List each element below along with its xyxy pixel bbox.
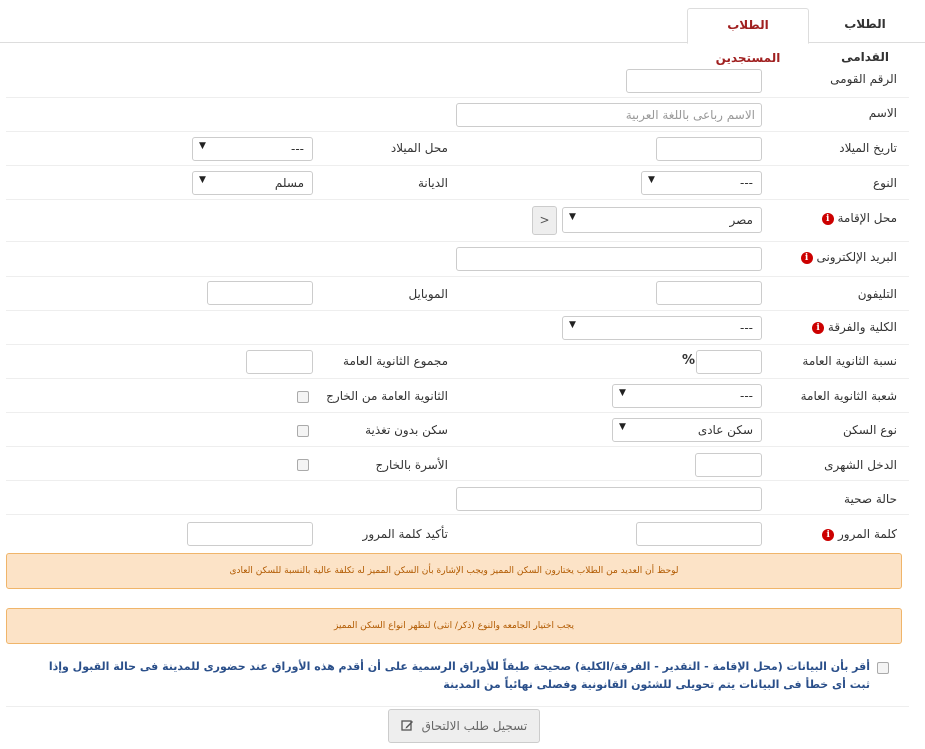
hs-total-input[interactable]	[246, 350, 313, 374]
email-label-group	[801, 250, 897, 264]
info-icon[interactable]: i	[812, 322, 824, 334]
housing-type-label: نوع السكن	[843, 423, 897, 437]
gender-select[interactable]	[641, 171, 762, 195]
row-divider	[6, 199, 909, 200]
premium-housing-alert-text: لوحظ أن العديد من الطلاب يختارون السكن المميز ويجب الإشارة بأن السكن المميز له تكلفة عالية بالنسبة للسكن العادى	[229, 566, 679, 576]
tab-old-students-label: الطلاب القدامى	[841, 17, 889, 64]
caret-down-icon: ▼	[569, 212, 576, 222]
birth-date-input[interactable]	[656, 137, 762, 161]
name-label: الاسم	[868, 106, 897, 120]
premium-housing-alert	[6, 553, 902, 589]
confirm-password-input[interactable]	[187, 522, 313, 546]
health-label: حالة صحية	[844, 492, 897, 506]
hs-abroad-label: الثانوية العامة من الخارج	[326, 389, 448, 403]
row-divider	[6, 706, 909, 707]
hs-branch-select[interactable]	[612, 384, 762, 408]
edit-icon	[401, 719, 414, 732]
hs-branch-value: ---	[740, 389, 753, 403]
birth-place-select[interactable]	[192, 137, 313, 161]
percent-sign: %	[682, 353, 696, 368]
tab-bar	[0, 0, 925, 65]
row-divider	[6, 514, 909, 515]
religion-label: الديانة	[417, 176, 448, 190]
gender-value: ---	[740, 176, 753, 190]
submit-application-label: تسجيل طلب الالتحاق	[421, 719, 528, 733]
caret-down-icon: ▼	[199, 175, 206, 185]
residence-next-button[interactable]: >	[532, 206, 557, 235]
email-label: البريد الإلكترونى	[816, 250, 897, 264]
family-abroad-label: الأسرة بالخارج	[375, 458, 448, 472]
health-input[interactable]	[456, 487, 762, 511]
caret-down-icon: ▼	[619, 388, 626, 398]
family-abroad-checkbox[interactable]	[297, 459, 309, 471]
religion-select[interactable]	[192, 171, 313, 195]
row-divider	[6, 378, 909, 379]
choose-university-alert-text: يجب اختيار الجامعه والنوع (ذكر/ انثى) لتظهر انواع السكن المميز	[333, 621, 575, 631]
password-input[interactable]	[636, 522, 762, 546]
caret-down-icon: ▼	[648, 175, 655, 185]
birth-place-label: محل الميلاد	[390, 141, 448, 155]
tab-old-students[interactable]	[808, 8, 922, 64]
no-food-label: سكن بدون تغذية	[365, 423, 448, 437]
residence-label-group	[822, 211, 897, 225]
info-icon[interactable]: i	[801, 252, 813, 264]
row-divider	[6, 480, 909, 481]
name-input[interactable]: الاسم رباعى باللغة العربية	[456, 103, 762, 127]
tab-new-students[interactable]	[687, 8, 809, 65]
hs-percent-input[interactable]	[696, 350, 762, 374]
password-label: كلمة المرور	[837, 527, 897, 541]
religion-value: مسلم	[274, 176, 304, 190]
no-food-checkbox[interactable]	[297, 425, 309, 437]
birth-place-value: ---	[291, 142, 304, 156]
phone-input[interactable]	[656, 281, 762, 305]
agreement-text: أقر بأن البيانات (محل الإقامة - التقدير - الفرقة/الكلية) صحيحة طبقاً للأوراق الرسمية على أن أقدم هذه الأوراق عند حضورى للمدينة فى حالة القبول وإذا ثبت أى خطأ فى البيانات يتم تحويلى للشئون القانونية وفصلى نهائياً من المدينة	[48, 660, 870, 691]
national-id-input[interactable]	[626, 69, 762, 93]
residence-value: مصر	[729, 213, 753, 227]
choose-university-alert	[6, 608, 902, 644]
birth-date-label: تاريخ الميلاد	[839, 141, 897, 155]
caret-down-icon: ▼	[199, 141, 206, 151]
row-divider	[6, 276, 909, 277]
info-icon[interactable]: i	[822, 529, 834, 541]
row-divider	[6, 131, 909, 132]
monthly-income-label: الدخل الشهرى	[824, 458, 897, 472]
row-divider	[6, 97, 909, 98]
password-label-group	[822, 527, 897, 541]
submit-application-button[interactable]	[388, 709, 540, 743]
row-divider	[6, 344, 909, 345]
caret-down-icon: ▼	[619, 422, 626, 432]
row-divider	[6, 310, 909, 311]
faculty-label: الكلية والفرقة	[827, 320, 897, 334]
info-icon[interactable]: i	[822, 213, 834, 225]
phone-label: التليفون	[857, 287, 897, 301]
row-divider	[6, 446, 909, 447]
row-divider	[6, 412, 909, 413]
hs-percent-label: نسبة الثانوية العامة	[802, 354, 897, 368]
faculty-select[interactable]	[562, 316, 762, 340]
mobile-label: الموبايل	[408, 287, 448, 301]
hs-abroad-checkbox[interactable]	[297, 391, 309, 403]
mobile-input[interactable]	[207, 281, 313, 305]
hs-total-label: مجموع الثانوية العامة	[343, 354, 448, 368]
hs-branch-label: شعبة الثانوية العامة	[800, 389, 897, 403]
housing-type-select[interactable]	[612, 418, 762, 442]
faculty-label-group	[812, 320, 897, 334]
agreement-checkbox[interactable]	[877, 662, 889, 674]
confirm-password-label: تأكيد كلمة المرور	[362, 527, 448, 541]
row-divider	[6, 165, 909, 166]
row-divider	[6, 241, 909, 242]
monthly-income-input[interactable]	[695, 453, 762, 477]
tab-new-students-label: الطلاب المستجدين	[715, 18, 781, 65]
residence-label: محل الإقامة	[837, 211, 897, 225]
email-input[interactable]	[456, 247, 762, 271]
residence-select[interactable]	[562, 207, 762, 233]
national-id-label: الرقم القومى	[830, 72, 897, 86]
caret-down-icon: ▼	[569, 320, 576, 330]
faculty-value: ---	[740, 321, 753, 335]
gender-label: النوع	[873, 176, 897, 190]
housing-type-value: سكن عادى	[697, 423, 753, 437]
